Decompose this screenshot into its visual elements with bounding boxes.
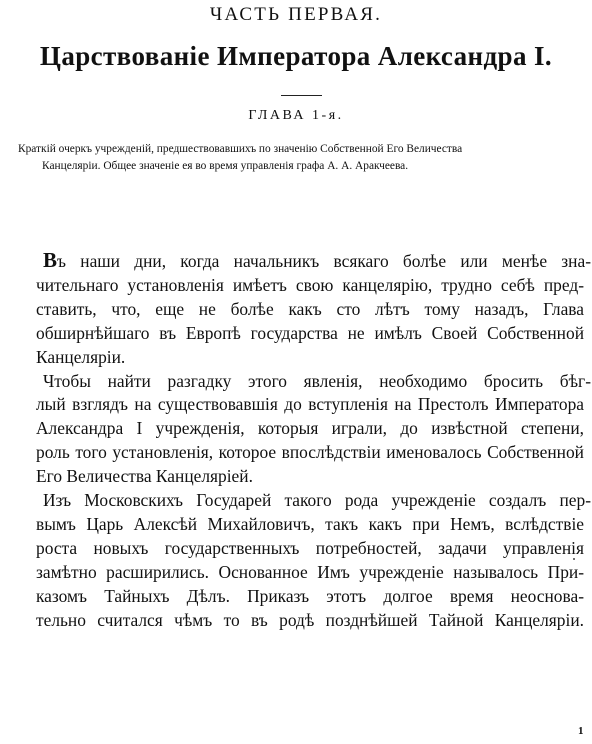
page-speck <box>573 558 575 560</box>
body-line: лый взглядъ на существовавшія до вступленія на Престолъ Императора <box>36 394 584 415</box>
body-line: Канцеляріи. <box>36 346 126 367</box>
body-line: роль того установленія, которое впослѣдствіи именовалось Собственной <box>36 442 584 463</box>
body-line: вымъ Царь Алексѣй Михайловичъ, такъ какъ при Немъ, вслѣдствіе <box>36 513 584 534</box>
body-line: Его Величества Канцеляріей. <box>36 466 253 487</box>
summary-line: Канцеляріи. Общее значеніе ея во время управленія графа А. А. Аракчеева. <box>42 160 409 172</box>
body-line: Александра I учрежденія, которыя играли, до извѣстной степени, <box>36 418 584 439</box>
body-line: роста новыхъ государственныхъ потребностей, задачи управленія <box>36 537 584 558</box>
reign-title: Царствованіе Императора Александра I. <box>39 41 553 71</box>
body-line: ставить, что, еще не болѣе какъ сто лѣтъ тому назадъ, Глава <box>36 298 584 319</box>
body-line: замѣтно расширились. Основанное Имъ учрежденіе называлось При- <box>36 561 584 582</box>
chapter-summary <box>18 141 590 175</box>
body-text <box>36 249 591 633</box>
body-line: тельно считался чѣмъ то въ родѣ позднѣйшей Тайной Канцеляріи. <box>36 609 584 630</box>
body-line: чительнаго установленія имѣетъ свою канцелярію, трудно себѣ пред- <box>36 274 584 295</box>
title-divider <box>281 95 322 96</box>
part-title: ЧАСТЬ ПЕРВАЯ. <box>209 4 383 25</box>
page-number: 1 <box>578 725 584 737</box>
body-line: Изъ Московскихъ Государей такого рода учрежденіе создалъ пер- <box>43 490 591 511</box>
drop-cap: В <box>43 249 58 272</box>
summary-line: Краткій очеркъ учрежденій, предшествовавшихъ по значенію Собственной Его Величества <box>18 143 463 155</box>
chapter-title: ГЛАВА 1-я. <box>248 108 344 123</box>
body-line-text: ъ наши дни, когда начальникъ всякаго болѣе или менѣе зна- <box>57 251 591 271</box>
body-line: казомъ Тайныхъ Дѣлъ. Приказъ этотъ долгое время неоснова- <box>36 585 584 606</box>
body-line <box>36 249 591 274</box>
body-line: обширнѣйшаго въ Европѣ государства не имѣлъ Своей Собственной <box>36 322 584 343</box>
body-line: Чтобы найти разгадку этого явленія, необходимо бросить бѣг- <box>43 370 591 391</box>
